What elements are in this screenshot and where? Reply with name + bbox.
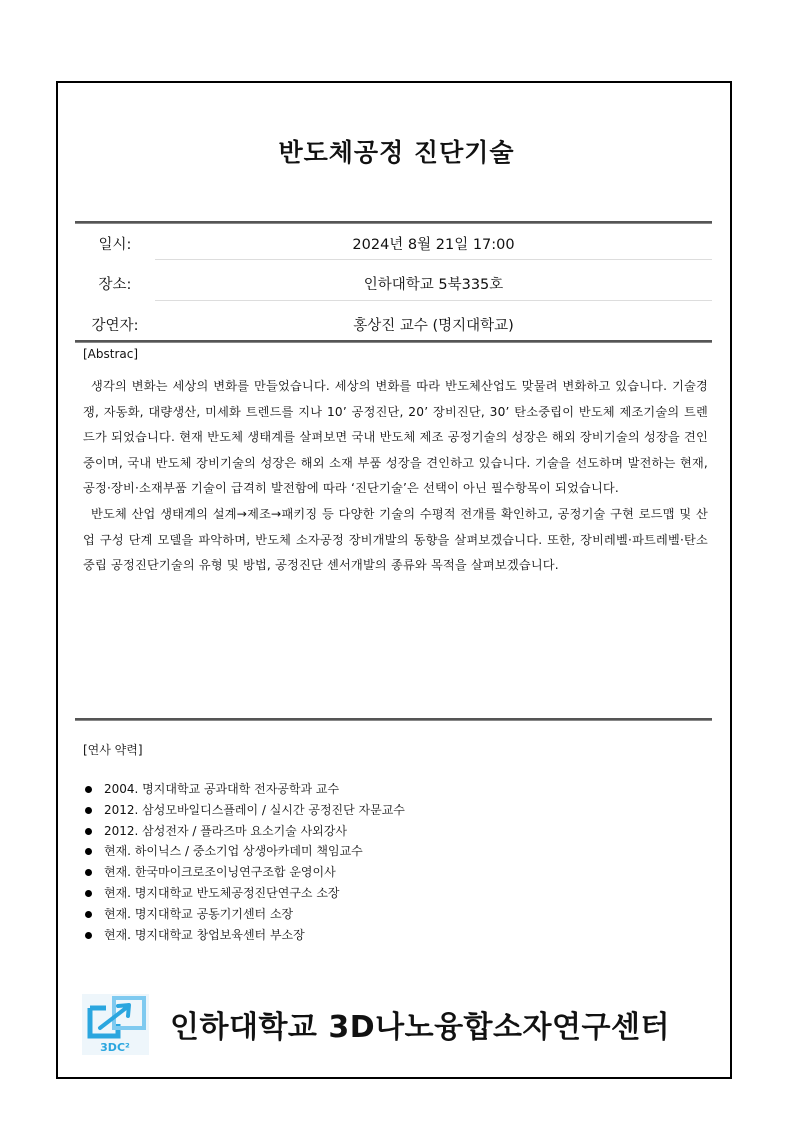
divider-row-1	[155, 259, 712, 260]
bullet-icon	[85, 932, 92, 939]
bullet-icon	[85, 848, 92, 855]
divider-top	[75, 221, 712, 224]
bullet-icon	[85, 911, 92, 918]
logo-text: 3DC²	[100, 1041, 130, 1054]
career-heading: [연사 약력]	[83, 743, 143, 757]
list-item: 2012. 삼성전자 / 플라즈마 요소기술 사외강사	[83, 821, 405, 842]
page-title: 반도체공정 진단기술	[278, 138, 515, 167]
abstract-paragraph: 생각의 변화는 세상의 변화를 만들었습니다. 세상의 변화를 따라 반도체산업도 맞물려 변화하고 있습니다. 기술경쟁, 자동화, 대량생산, 미세화 트렌드를 지나 10’ 공정진단, 20’ 장비진단, 30’ 탄소중립이 반도체 제조기술의 트렌드가 되었습니다. 현재 반도체 생태계를 살펴보면 국내 반도체 제조 공정기술의 성장은 해외 장비기술의 성장을 견인 중이며, 국내 반도체 장비기술의 성장은 해외 소재 부품 성장을 견인하고 있습니다. 기술을 선도하며 발전하는 현재, 공정·장비·소재부품 기술이 급격히 발전함에 따라 ‘진단기술’은 선택이 아닌 필수항목이 되었습니다.	[83, 379, 708, 496]
list-item: 현재. 명지대학교 창업보육센터 부소장	[83, 925, 405, 946]
list-item: 현재. 하이닉스 / 중소기업 상생아카데미 책임교수	[83, 841, 405, 862]
bullet-icon	[85, 890, 92, 897]
list-item: 현재. 명지대학교 반도체공정진단연구소 소장	[83, 883, 405, 904]
divider-info-bottom	[75, 340, 712, 343]
divider-abstract-bottom	[75, 718, 712, 721]
list-item: 2012. 삼성모바일디스플레이 / 실시간 공정진단 자문교수	[83, 800, 405, 821]
speaker-value: 홍상진 교수 (명지대학교)	[353, 318, 514, 334]
organization-name: 인하대학교 3D나노융합소자연구센터	[170, 1010, 670, 1045]
bullet-icon	[85, 786, 92, 793]
career-list	[83, 779, 405, 945]
list-item: 2004. 명지대학교 공과대학 전자공학과 교수	[83, 779, 405, 800]
location-value: 인하대학교 5북335호	[363, 277, 504, 293]
divider-row-2	[155, 300, 712, 301]
list-item: 현재. 한국마이크로조이닝연구조합 운영이사	[83, 862, 405, 883]
abstract-paragraph: 반도체 산업 생태계의 설계→제조→패키징 등 다양한 기술의 수평적 전개를 확인하고, 공정기술 구현 로드맵 및 산업 구성 단계 모델을 파악하며, 반도체 소자공정 장비개발의 동향을 살펴보겠습니다. 또한, 장비레벨·파트레벨·탄소중립 공정진단기술의 유형 및 방법, 공정진단 센서개발의 종류와 목적을 살펴보겠습니다.	[83, 506, 708, 573]
abstract-body	[83, 374, 708, 579]
bullet-icon	[85, 869, 92, 876]
bullet-icon	[85, 828, 92, 835]
abstract-heading: [Abstrac]	[83, 347, 139, 361]
bullet-icon	[85, 807, 92, 814]
date-value: 2024년 8월 21일 17:00	[352, 237, 515, 253]
3dc-logo	[82, 994, 149, 1055]
list-item: 현재. 명지대학교 공동기기센터 소장	[83, 904, 405, 925]
speaker-label: 강연자:	[91, 318, 139, 334]
location-label: 장소:	[98, 277, 132, 293]
date-label: 일시:	[98, 237, 132, 253]
